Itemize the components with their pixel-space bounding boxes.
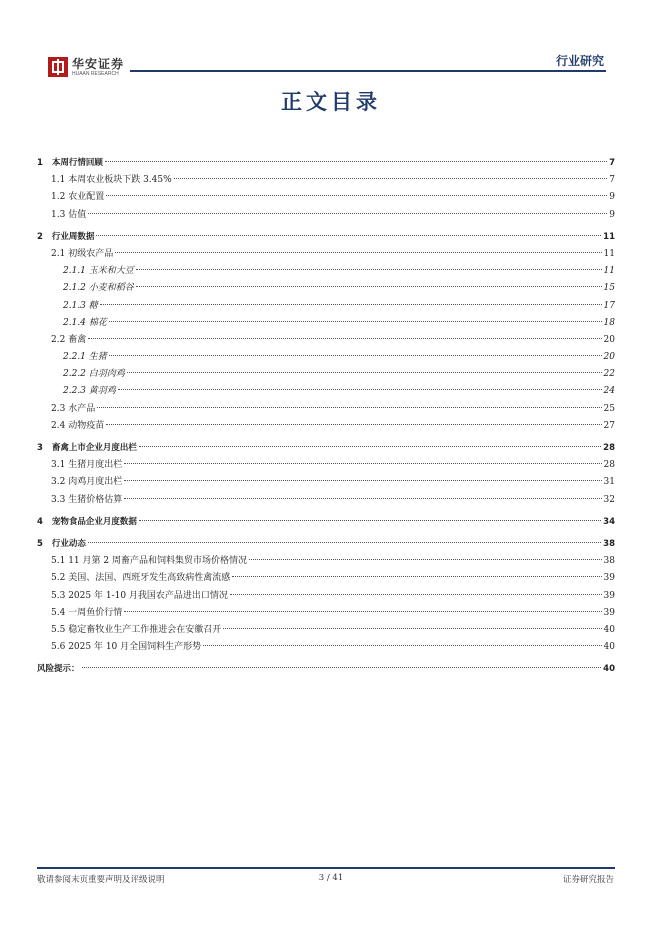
toc-entry[interactable]	[37, 492, 615, 509]
toc-leader-dots	[232, 575, 601, 577]
toc-entry[interactable]	[37, 553, 615, 570]
toc-entry-text: 宠物食品企业月度数据	[51, 516, 137, 527]
huaan-logo-icon	[48, 57, 68, 77]
toc-entry-label	[37, 440, 137, 457]
logo-english-name: HUAAN RESEARCH	[72, 70, 119, 77]
toc-entry-page: 38	[603, 538, 615, 549]
toc-entry-number: 2.2.3	[63, 386, 86, 397]
toc-entry-text: 一周鱼价行情	[68, 607, 123, 618]
toc-entry-text: 行业动态	[51, 538, 86, 549]
toc-leader-dots	[136, 285, 602, 287]
toc-entry-page: 9	[609, 209, 615, 220]
toc-entry-number: 2.2	[51, 334, 66, 345]
toc-entry-page: 20	[603, 352, 615, 363]
toc-entry-label	[63, 315, 107, 332]
toc-entry-label	[51, 492, 122, 509]
toc-entry-label	[63, 349, 107, 366]
toc-entry-label	[51, 553, 247, 570]
toc-leader-dots	[139, 445, 601, 447]
toc-entry-number: 3.2	[51, 477, 66, 488]
toc-leader-dots	[105, 160, 607, 162]
toc-entry-page: 40	[603, 642, 615, 653]
toc-entry-number: 3.3	[51, 494, 66, 505]
toc-entry-page: 15	[603, 283, 615, 294]
toc-entry-text: 初级农产品	[68, 248, 114, 259]
toc-leader-dots	[109, 320, 602, 322]
toc-entry-number: 2.3	[51, 403, 66, 414]
toc-entry-page: 40	[603, 624, 615, 635]
toc-entry-text: 美国、法国、西班牙发生高致病性禽流感	[68, 573, 231, 584]
toc-entry-number: 5.1	[51, 556, 66, 567]
logo-chinese-name: 华安证券	[72, 56, 125, 71]
toc-leader-dots	[127, 371, 602, 373]
toc-entry-number: 2.1.4	[63, 317, 86, 328]
toc-entry-page: 20	[603, 334, 615, 345]
toc-leader-dots	[230, 593, 602, 595]
toc-entry-text: 本周农业板块下跌 3.45%	[68, 175, 172, 186]
toc-leader-dots	[106, 194, 607, 196]
toc-entry-number: 1.2	[51, 192, 66, 203]
toc-entry-label	[51, 622, 221, 639]
toc-entry-number: 5.4	[51, 607, 66, 618]
toc-entry-text: 水产品	[68, 403, 96, 414]
toc-leader-dots	[203, 644, 601, 646]
toc-entry[interactable]	[37, 263, 615, 280]
toc-entry-text: 黄羽鸡	[88, 386, 116, 397]
toc-entry-page: 28	[603, 460, 615, 471]
toc-entry-page: 39	[603, 590, 615, 601]
toc-entry-number: 5.3	[51, 590, 66, 601]
toc-entry[interactable]	[37, 536, 615, 553]
toc-entry-text: 畜禽上市企业月度出栏	[51, 443, 137, 453]
toc-entry[interactable]	[37, 298, 615, 315]
toc-entry-page: 32	[603, 494, 615, 505]
toc-entry[interactable]	[37, 155, 615, 172]
header-divider	[130, 70, 606, 72]
toc-entry-number: 2.2.1	[63, 352, 86, 363]
toc-entry[interactable]	[37, 457, 615, 474]
toc-entry-number: 1.1	[51, 175, 66, 186]
toc-entry-label	[37, 514, 137, 531]
toc-entry-label	[51, 332, 86, 349]
toc-entry-text: 行业周数据	[51, 231, 95, 242]
toc-leader-dots	[106, 423, 601, 425]
toc-entry-number: 1.3	[51, 209, 66, 220]
toc-entry-number: 5.6	[51, 642, 66, 653]
toc-entry[interactable]	[37, 172, 615, 189]
toc-entry[interactable]	[37, 366, 615, 383]
toc-entry-label	[51, 570, 230, 587]
table-of-contents	[37, 155, 615, 678]
toc-entry-page: 11	[603, 231, 615, 242]
toc-entry-text: 生猪月度出栏	[68, 460, 123, 471]
toc-leader-dots	[124, 497, 601, 499]
toc-entry-number: 2.1.2	[63, 283, 86, 294]
toc-entry-page: 27	[603, 420, 615, 431]
toc-entry-page: 39	[603, 573, 615, 584]
toc-entry-page: 31	[603, 477, 615, 488]
toc-entry[interactable]	[37, 246, 615, 263]
toc-leader-dots	[139, 519, 601, 521]
toc-entry-number: 2.1.3	[63, 300, 86, 311]
toc-entry-number: 1	[37, 158, 43, 168]
toc-leader-dots	[223, 627, 601, 629]
toc-entry-number: 5.2	[51, 573, 66, 584]
toc-entry[interactable]	[37, 189, 615, 206]
toc-leader-dots	[124, 462, 601, 464]
footer-disclaimer: 敬请参阅末页重要声明及评级说明	[37, 875, 165, 885]
toc-entry-page: 7	[609, 175, 615, 186]
toc-entry[interactable]	[37, 315, 615, 332]
toc-entry-page: 25	[603, 403, 615, 414]
toc-entry-page: 24	[603, 386, 615, 397]
toc-entry-text: 本周行情回顾	[51, 158, 103, 168]
toc-entry-label	[51, 605, 122, 622]
toc-entry-number: 3.1	[51, 460, 66, 471]
toc-entry-label	[63, 298, 98, 315]
toc-entry-label	[51, 189, 104, 206]
toc-entry[interactable]	[37, 332, 615, 349]
page-number: 3 / 41	[318, 873, 344, 883]
toc-entry-text: 估值	[68, 209, 87, 220]
toc-entry-number: 2.4	[51, 420, 66, 431]
toc-entry-page: 34	[603, 516, 615, 527]
toc-leader-dots	[88, 337, 601, 339]
toc-entry[interactable]	[37, 418, 615, 435]
toc-entry-page: 11	[603, 248, 615, 259]
toc-entry-page: 9	[609, 192, 615, 203]
toc-entry-text: 玉米和大豆	[88, 266, 134, 277]
toc-entry-text: 2025 年 10 月全国饲料生产形势	[68, 642, 202, 653]
toc-entry-text: 糖	[88, 300, 98, 311]
toc-entry-page: 18	[603, 317, 615, 328]
toc-entry-number: 2	[37, 231, 43, 242]
toc-entry[interactable]	[37, 440, 615, 457]
toc-entry[interactable]	[37, 207, 615, 224]
toc-entry[interactable]	[37, 229, 615, 246]
toc-entry-page: 22	[603, 369, 615, 380]
toc-leader-dots	[88, 212, 607, 214]
toc-entry-text: 小麦和稻谷	[88, 283, 134, 294]
toc-leader-dots	[249, 558, 602, 560]
toc-entry[interactable]	[37, 280, 615, 297]
toc-entry-text: 11 月第 2 周畜产品和饲料集贸市场价格情况	[68, 556, 247, 567]
toc-leader-dots	[174, 177, 608, 179]
toc-entry-page: 11	[603, 266, 615, 277]
toc-entry-label	[37, 661, 80, 678]
toc-entry-page: 7	[609, 158, 615, 168]
report-section-label: 行业研究	[555, 54, 604, 68]
toc-entry-number: 5	[37, 538, 43, 549]
toc-leader-dots	[82, 666, 602, 668]
toc-entry-text: 生猪价格估算	[68, 494, 123, 505]
toc-leader-dots	[97, 406, 601, 408]
footer-divider	[37, 867, 615, 869]
toc-entry-text: 畜禽	[68, 334, 87, 345]
toc-entry-text: 风险提示：	[37, 664, 80, 675]
toc-entry-label	[37, 155, 103, 172]
toc-entry-text: 农业配置	[68, 192, 105, 203]
toc-leader-dots	[100, 303, 602, 305]
toc-entry-label	[51, 172, 172, 189]
toc-entry-label	[51, 639, 201, 656]
toc-entry-number: 4	[37, 516, 43, 527]
page-title: 正文目录	[281, 90, 381, 114]
toc-entry-text: 稳定畜牧业生产工作推进会在安徽召开	[68, 624, 222, 635]
toc-entry-label	[37, 229, 94, 246]
toc-leader-dots	[118, 388, 602, 390]
toc-leader-dots	[109, 354, 602, 356]
toc-entry[interactable]	[37, 605, 615, 622]
toc-entry[interactable]	[37, 661, 615, 678]
toc-entry[interactable]	[37, 401, 615, 418]
toc-entry-label	[63, 383, 116, 400]
toc-entry-label	[51, 207, 86, 224]
toc-entry-text: 棉花	[88, 317, 107, 328]
toc-entry[interactable]	[37, 349, 615, 366]
toc-entry-label	[51, 401, 95, 418]
toc-entry-text: 动物疫苗	[68, 420, 105, 431]
toc-entry-number: 2.2.2	[63, 369, 86, 380]
toc-leader-dots	[136, 268, 602, 270]
toc-entry[interactable]	[37, 639, 615, 656]
huaan-logo	[48, 57, 124, 77]
toc-entry-text: 2025 年 1-10 月我国农产品进出口情况	[68, 590, 228, 601]
toc-leader-dots	[115, 251, 601, 253]
toc-entry-label	[51, 457, 122, 474]
toc-entry-label	[51, 474, 122, 491]
toc-entry-label	[63, 366, 125, 383]
toc-entry[interactable]	[37, 570, 615, 587]
footer-report-type: 证券研究报告	[562, 875, 614, 885]
toc-entry-label	[51, 588, 228, 605]
toc-entry[interactable]	[37, 588, 615, 605]
toc-leader-dots	[124, 479, 601, 481]
toc-entry-label	[63, 263, 134, 280]
toc-entry-label	[63, 280, 134, 297]
toc-entry-page: 28	[603, 443, 615, 453]
toc-entry-page: 40	[603, 664, 615, 675]
toc-entry-number: 2.1	[51, 248, 66, 259]
toc-entry[interactable]	[37, 474, 615, 491]
toc-entry-label	[51, 246, 113, 263]
toc-entry-page: 39	[603, 607, 615, 618]
toc-leader-dots	[88, 541, 601, 543]
toc-entry-number: 3	[37, 443, 43, 453]
toc-entry-number: 2.1.1	[63, 266, 86, 277]
toc-entry-text: 生猪	[88, 352, 107, 363]
toc-entry-page: 17	[603, 300, 615, 311]
toc-entry-page: 38	[603, 556, 615, 567]
toc-entry[interactable]	[37, 514, 615, 531]
toc-entry-text: 肉鸡月度出栏	[68, 477, 123, 488]
toc-entry-number: 5.5	[51, 624, 66, 635]
toc-entry[interactable]	[37, 383, 615, 400]
toc-leader-dots	[124, 610, 601, 612]
page-header	[0, 0, 662, 80]
toc-entry-label	[51, 418, 104, 435]
toc-entry-text: 白羽肉鸡	[88, 369, 125, 380]
toc-entry[interactable]	[37, 622, 615, 639]
toc-leader-dots	[96, 234, 601, 236]
toc-entry-label	[37, 536, 86, 553]
